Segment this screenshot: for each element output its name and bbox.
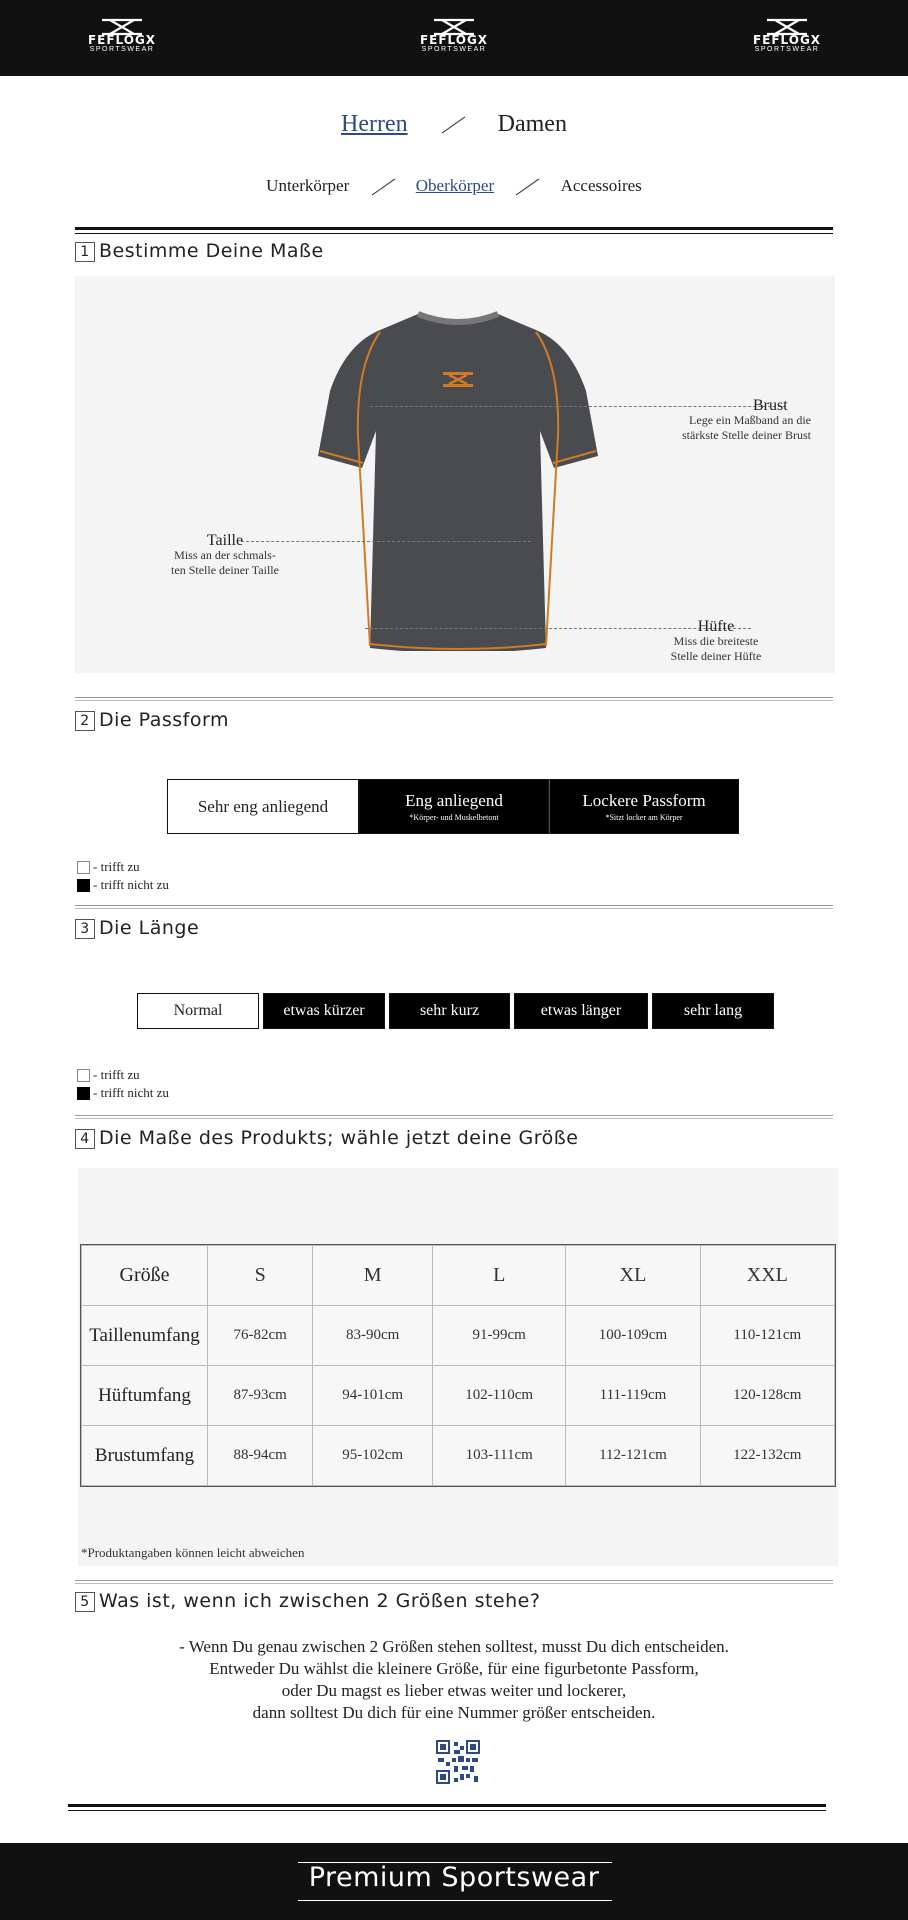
legend-applies: - trifft zu xyxy=(93,1067,140,1082)
fit-option-locker[interactable] xyxy=(549,779,739,834)
logo-brand: FEFLOGX xyxy=(752,33,822,47)
taille-line2: ten Stelle deiner Taille xyxy=(171,563,279,577)
section-1-heading xyxy=(75,240,324,262)
huefte-callout xyxy=(641,619,791,664)
length-option-etwas-laenger[interactable]: etwas länger xyxy=(514,993,648,1029)
legend-empty-swatch xyxy=(77,861,90,874)
divider xyxy=(75,1115,833,1119)
logo-sub: SPORTSWEAR xyxy=(754,46,820,53)
section-4-heading xyxy=(75,1127,578,1149)
taille-line1: Miss an der schmals- xyxy=(174,548,276,562)
divider xyxy=(75,697,833,701)
nav-damen-link[interactable]: Damen xyxy=(497,110,567,137)
qr-code-icon[interactable] xyxy=(436,1740,480,1784)
section-number: 2 xyxy=(75,711,95,731)
logo-sub: SPORTSWEAR xyxy=(421,46,487,53)
table-cell: 100-109cm xyxy=(566,1306,700,1366)
gender-nav xyxy=(0,110,908,138)
table-cell: Brustumfang xyxy=(82,1426,208,1486)
legend-applies: - trifft zu xyxy=(93,859,140,874)
table-header-row xyxy=(82,1246,835,1306)
brand-logo[interactable] xyxy=(75,18,169,58)
section-number: 3 xyxy=(75,919,95,939)
table-cell: 110-121cm xyxy=(700,1306,834,1366)
divider xyxy=(75,905,833,909)
table-cell: Taillenumfang xyxy=(82,1306,208,1366)
section-2-heading xyxy=(75,709,229,731)
table-header-cell: XXL xyxy=(700,1246,834,1306)
table-row xyxy=(82,1306,835,1366)
length-option-sehr-kurz[interactable]: sehr kurz xyxy=(389,993,510,1029)
brust-line1: Lege ein Maßband an die xyxy=(689,413,811,427)
table-row xyxy=(82,1366,835,1426)
legend-filled-swatch xyxy=(77,879,90,892)
length-legend xyxy=(77,1066,169,1102)
fit-option-sehr-eng[interactable] xyxy=(167,779,359,834)
footer-bar xyxy=(0,1843,908,1920)
section-3-heading xyxy=(75,917,199,939)
section-title: Die Länge xyxy=(99,917,200,939)
legend-filled-swatch xyxy=(77,1087,90,1100)
nav-unterkoerper-link[interactable]: Unterkörper xyxy=(266,176,350,196)
faq-line: oder Du magst es lieber etwas weiter und lockerer, xyxy=(281,1681,627,1700)
table-cell: 88-94cm xyxy=(208,1426,313,1486)
section-5-heading xyxy=(75,1590,540,1612)
length-options xyxy=(137,993,778,1029)
brand-logo[interactable] xyxy=(740,18,834,58)
fit-option-label: Sehr eng anliegend xyxy=(197,796,329,816)
divider xyxy=(75,227,833,234)
section-title: Bestimme Deine Maße xyxy=(99,240,324,262)
logo-sub: SPORTSWEAR xyxy=(89,46,155,53)
taille-title: Taille xyxy=(206,532,244,549)
section-title: Die Passform xyxy=(99,709,229,731)
faq-line: - Wenn Du genau zwischen 2 Größen stehen solltest, musst Du dich entscheiden. xyxy=(179,1637,729,1656)
nav-separator xyxy=(516,175,538,197)
table-header-cell: Größe xyxy=(82,1246,208,1306)
footer-slogan: Premium Sportswear xyxy=(308,1862,600,1893)
brust-line2: stärkste Stelle deiner Brust xyxy=(682,428,811,442)
section-title: Was ist, wenn ich zwischen 2 Größen stehe? xyxy=(99,1590,541,1612)
category-nav xyxy=(0,175,908,197)
section-number: 4 xyxy=(75,1129,95,1149)
table-cell: 95-102cm xyxy=(313,1426,433,1486)
table-cell: 112-121cm xyxy=(566,1426,700,1486)
table-header-cell: XL xyxy=(566,1246,700,1306)
length-option-etwas-kuerzer[interactable]: etwas kürzer xyxy=(263,993,385,1029)
nav-herren-link[interactable]: Herren xyxy=(341,110,408,137)
faq-line: Entweder Du wählst die kleinere Größe, für eine figurbetonte Passform, xyxy=(209,1659,699,1678)
table-cell: 76-82cm xyxy=(208,1306,313,1366)
table-cell: 94-101cm xyxy=(313,1366,433,1426)
huefte-line2: Stelle deiner Hüfte xyxy=(670,649,762,663)
legend-not-applies: - trifft nicht zu xyxy=(93,877,169,892)
fit-option-note: *Sitzt locker am Körper xyxy=(605,813,683,822)
fit-option-eng[interactable] xyxy=(359,779,549,834)
section-number: 5 xyxy=(75,1592,95,1612)
huefte-line1: Miss die breiteste xyxy=(673,634,759,648)
fit-options xyxy=(167,779,739,834)
divider xyxy=(75,1580,833,1584)
logo-brand: FEFLOGX xyxy=(87,33,157,47)
nav-accessoires-link[interactable]: Accessoires xyxy=(560,176,642,196)
faq-text xyxy=(0,1636,908,1724)
section-title: Die Maße des Produkts; wähle jetzt deine Größe xyxy=(99,1127,579,1149)
table-cell: 102-110cm xyxy=(433,1366,566,1426)
size-table xyxy=(81,1245,835,1486)
section-number: 1 xyxy=(75,242,95,262)
table-cell: 111-119cm xyxy=(566,1366,700,1426)
size-table-note: *Produktangaben können leicht abweichen xyxy=(81,1545,305,1560)
table-header-cell: S xyxy=(208,1246,313,1306)
brand-logo[interactable] xyxy=(407,18,501,58)
nav-separator xyxy=(372,175,394,197)
table-header-cell: L xyxy=(433,1246,566,1306)
size-table-panel xyxy=(78,1168,838,1566)
shirt-image xyxy=(308,296,608,651)
table-cell: 83-90cm xyxy=(313,1306,433,1366)
table-header-cell: M xyxy=(313,1246,433,1306)
nav-separator xyxy=(442,113,464,135)
measure-diagram xyxy=(75,276,835,673)
table-cell: 103-111cm xyxy=(433,1426,566,1486)
huefte-title: Hüfte xyxy=(697,618,735,635)
table-cell: 91-99cm xyxy=(433,1306,566,1366)
footer-rule xyxy=(298,1900,612,1901)
fit-option-label: Lockere Passform xyxy=(582,791,706,810)
table-cell: Hüftumfang xyxy=(82,1366,208,1426)
table-cell: 120-128cm xyxy=(700,1366,834,1426)
legend-empty-swatch xyxy=(77,1069,90,1082)
table-row xyxy=(82,1426,835,1486)
brust-title: Brust xyxy=(753,397,788,414)
logo-brand: FEFLOGX xyxy=(419,33,489,47)
taille-callout xyxy=(155,533,295,578)
length-option-sehr-lang[interactable]: sehr lang xyxy=(652,993,774,1029)
top-bar xyxy=(0,0,908,76)
brust-callout xyxy=(615,398,811,443)
length-option-normal[interactable]: Normal xyxy=(137,993,259,1029)
fit-option-label: Eng anliegend xyxy=(405,791,503,810)
divider xyxy=(68,1804,826,1811)
table-cell: 122-132cm xyxy=(700,1426,834,1486)
nav-oberkoerper-link[interactable]: Oberkörper xyxy=(415,176,495,196)
legend-not-applies: - trifft nicht zu xyxy=(93,1085,169,1100)
fit-legend xyxy=(77,858,169,894)
table-cell: 87-93cm xyxy=(208,1366,313,1426)
fit-option-note: *Körper- und Muskelbetont xyxy=(409,813,499,822)
faq-line: dann solltest Du dich für eine Nummer größer entscheiden. xyxy=(252,1703,656,1722)
